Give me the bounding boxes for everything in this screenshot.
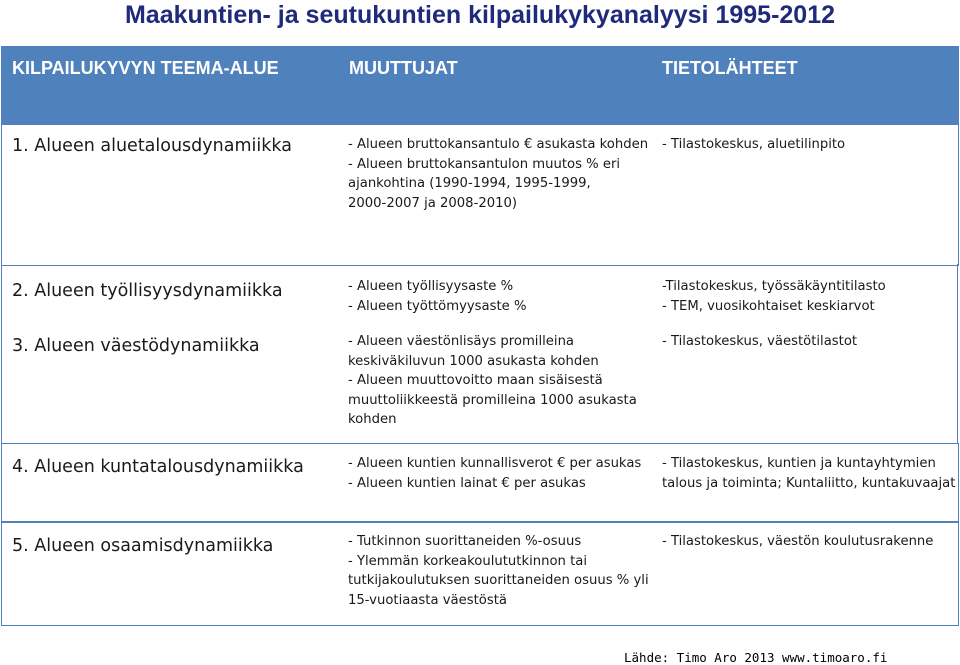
theme-row-1: 1. Alueen aluetalousdynamiikka — [12, 136, 292, 156]
sources-row-3 — [662, 332, 954, 352]
variable-line: tutkijakoulutuksen suorittaneiden osuus % yli — [348, 573, 649, 589]
variable-line: - Alueen kuntien lainat € per asukas — [348, 475, 586, 491]
header-theme: KILPAILUKYVYN TEEMA-ALUE — [12, 58, 279, 78]
variables-row-3 — [348, 332, 648, 430]
variables-row-2 — [348, 277, 648, 316]
theme-row-2: 2. Alueen työllisyysdynamiikka — [12, 281, 283, 301]
variable-line: - Alueen väestönlisäys promilleina — [348, 334, 575, 349]
variable-line: - Alueen työttömyysaste % — [348, 298, 527, 314]
variables-row-1 — [348, 135, 648, 213]
sources-row-1 — [662, 135, 954, 155]
source-line: - Tilastokeskus, kuntien ja kuntayhtymien — [662, 456, 936, 471]
sources-row-2 — [662, 277, 954, 316]
variable-line: - Ylemmän korkeakoulututkinnon tai — [348, 553, 587, 569]
variable-line: keskiväkiluvun 1000 asukasta kohden — [348, 353, 599, 369]
page-title: Maakuntien- ja seutukuntien kilpailukykyanalyysi 1995-2012 — [124, 1, 836, 29]
variables-row-4 — [348, 454, 648, 493]
variable-line: muuttoliikkeestä promilleina 1000 asukasta — [348, 392, 637, 408]
variable-line: 15-vuotiaasta väestöstä — [348, 592, 507, 608]
source-line: - Tilastokeskus, väestön koulutusrakenne — [662, 534, 934, 549]
theme-row-5: 5. Alueen osaamisdynamiikka — [12, 536, 274, 556]
variable-line: - Tutkinnon suorittaneiden %-osuus — [348, 534, 582, 549]
variable-line: - Alueen kuntien kunnallisverot € per asukas — [348, 456, 642, 471]
variable-line: 2000-2007 ja 2008-2010) — [348, 195, 518, 211]
variable-line: kohden — [348, 412, 397, 428]
source-line: - Tilastokeskus, väestötilastot — [662, 334, 858, 349]
header-sources: TIETOLÄHTEET — [662, 58, 798, 78]
variable-line: - Alueen bruttokansantulon muutos % eri — [348, 156, 621, 172]
variable-line: - Alueen työllisyysaste % — [348, 279, 514, 294]
variable-line: - Alueen muuttovoitto maan sisäisestä — [348, 373, 603, 389]
sources-row-5 — [662, 532, 954, 552]
theme-row-3: 3. Alueen väestödynamiikka — [12, 336, 260, 356]
source-line: - Tilastokeskus, aluetilinpito — [662, 137, 846, 152]
source-line: - TEM, vuosikohtaiset keskiarvot — [662, 298, 875, 314]
header-variables: MUUTTUJAT — [349, 58, 458, 78]
left-border — [1, 264, 2, 444]
variable-line: ajankohtina (1990-1994, 1995-1999, — [348, 176, 591, 192]
variables-row-5 — [348, 532, 648, 610]
source-line: -Tilastokeskus, työssäkäyntitilasto — [662, 279, 886, 294]
source-line: talous ja toiminta; Kuntaliitto, kuntakuvaajat — [662, 475, 956, 491]
right-border — [957, 264, 958, 444]
variable-line: - Alueen bruttokansantulo € asukasta kohden — [348, 137, 649, 152]
theme-row-4: 4. Alueen kuntatalousdynamiikka — [12, 457, 304, 477]
sources-row-4 — [662, 454, 954, 493]
source-credit: Lähde: Timo Aro 2013 www.timoaro.fi — [624, 650, 888, 665]
